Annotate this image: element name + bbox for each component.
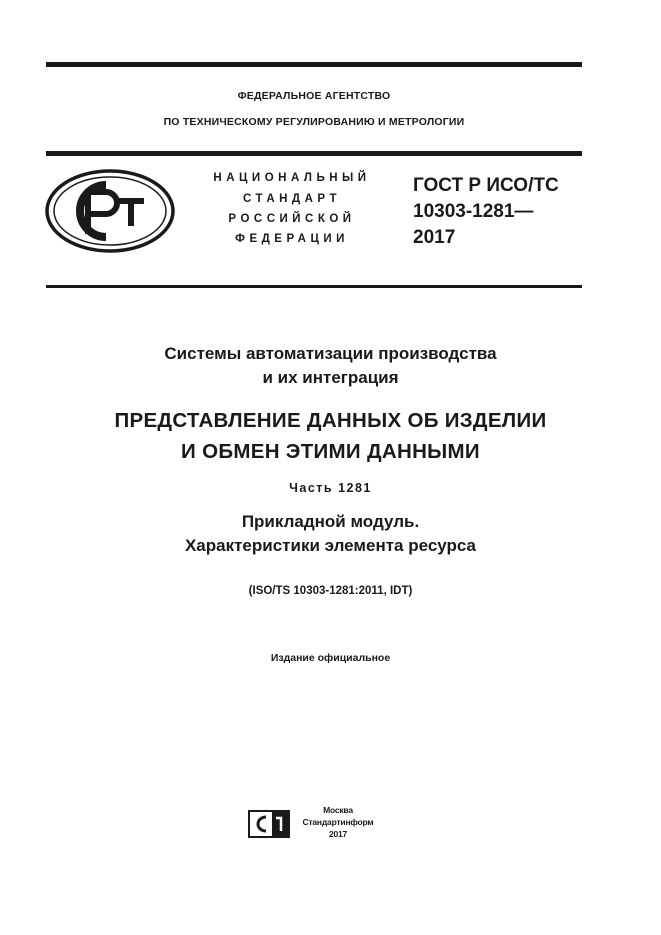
standartinform-logo-icon (248, 810, 290, 838)
designation-line-3: 2017 (413, 227, 456, 248)
edition-label: Издание официальное (270, 652, 391, 664)
bottom-rule (46, 285, 582, 288)
publisher-year: 2017 (328, 829, 348, 839)
agency-line-2: ПО ТЕХНИЧЕСКОМУ РЕГУЛИРОВАНИЮ И МЕТРОЛОГИИ (163, 116, 465, 128)
publisher-name: Стандартинформ (302, 817, 374, 827)
publisher-city: Москва (323, 805, 353, 815)
agency-line-1: ФЕДЕРАЛЬНОЕ АГЕНТСТВО (237, 90, 391, 102)
series-title-line-2: и их интеграция (262, 368, 399, 387)
middle-rule (46, 151, 582, 156)
gost-r-logo-icon (44, 168, 176, 254)
standard-type-line-3: РОССИЙСКОЙ (228, 213, 356, 225)
standard-type-line-2: СТАНДАРТ (243, 193, 341, 205)
series-title-line-1: Системы автоматизации производства (164, 344, 497, 363)
main-title-line-2: И ОБМЕН ЭТИМИ ДАННЫМИ (181, 440, 480, 463)
standard-type-line-4: ФЕДЕРАЦИИ (235, 233, 349, 245)
designation-line-2: 10303-1281— (413, 201, 534, 222)
module-title-line-2: Характеристики элемента ресурса (184, 536, 477, 555)
designation-line-1: ГОСТ Р ИСО/ТС (413, 175, 559, 196)
part-label: Часть 1281 (289, 481, 372, 495)
main-title-line-1: ПРЕДСТАВЛЕНИЕ ДАННЫХ ОБ ИЗДЕЛИИ (114, 409, 547, 432)
standard-type-line-1: НАЦИОНАЛЬНЫЙ (213, 172, 371, 184)
top-rule (46, 62, 582, 67)
module-title-line-1: Прикладной модуль. (241, 512, 420, 531)
iso-reference: (ISO/TS 10303-1281:2011, IDT) (248, 585, 413, 597)
